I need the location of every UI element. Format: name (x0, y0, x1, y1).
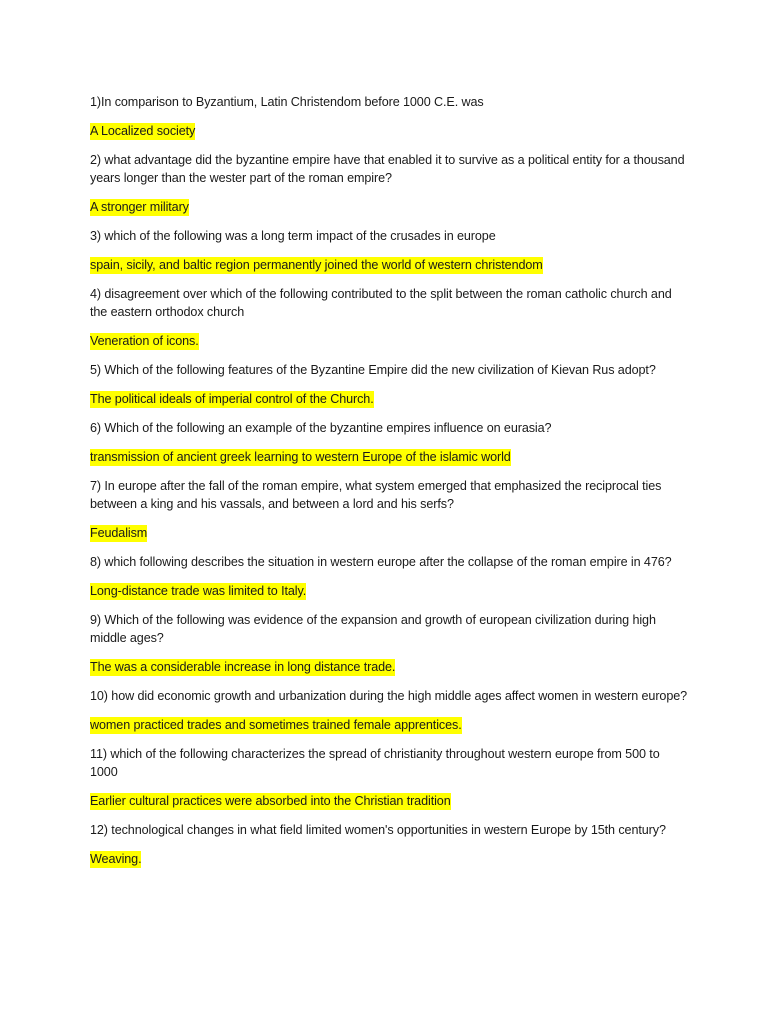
question-12: 12) technological changes in what field limited women's opportunities in western Europe by 15th century? (90, 823, 666, 837)
answer-8-highlight: Long-distance trade was limited to Italy. (90, 584, 307, 598)
answer-10-highlight: women practiced trades and sometimes trained female apprentices. (90, 718, 462, 732)
question-2: 2) what advantage did the byzantine empire have that enabled it to survive as a political entity for a thousand years longer than the wester part of the roman empire? (90, 153, 685, 185)
answer-6-highlight: transmission of ancient greek learning to western Europe of the islamic world (90, 450, 511, 464)
answer-3-highlight: spain, sicily, and baltic region permanently joined the world of western christendom (90, 258, 543, 272)
answer-11-highlight: Earlier cultural practices were absorbed into the Christian tradition (90, 794, 451, 808)
question-5: 5) Which of the following features of the Byzantine Empire did the new civilization of Kievan Rus adopt? (90, 363, 656, 377)
question-7: 7) In europe after the fall of the roman empire, what system emerged that emphasized the reciprocal ties between a king and his vassals, and between a lord and his serfs? (90, 479, 662, 511)
answer-4 (90, 332, 690, 350)
answer-11 (90, 792, 690, 810)
qa-item-4 (90, 285, 690, 350)
question-1: 1)In comparison to Byzantium, Latin Christendom before 1000 C.E. was (90, 95, 484, 109)
answer-12-highlight: Weaving. (90, 852, 142, 866)
qa-item-7 (90, 477, 690, 542)
answer-6 (90, 448, 690, 466)
qa-item-3 (90, 227, 690, 274)
answer-1 (90, 122, 690, 140)
question-3: 3) which of the following was a long term impact of the crusades in europe (90, 229, 496, 243)
answer-9-highlight: The was a considerable increase in long distance trade. (90, 660, 396, 674)
qa-item-11 (90, 745, 690, 810)
answer-9 (90, 658, 690, 676)
answer-7-highlight: Feudalism (90, 526, 148, 540)
document-page (90, 93, 690, 879)
question-8: 8) which following describes the situation in western europe after the collapse of the roman empire in 476? (90, 555, 672, 569)
answer-8 (90, 582, 690, 600)
qa-item-2 (90, 151, 690, 216)
question-11: 11) which of the following characterizes the spread of christianity throughout western europe from 500 to 1000 (90, 747, 660, 779)
answer-2 (90, 198, 690, 216)
qa-item-9 (90, 611, 690, 676)
answer-1-highlight: A Localized society (90, 124, 196, 138)
answer-5-highlight: The political ideals of imperial control of the Church. (90, 392, 374, 406)
answer-4-highlight: Veneration of icons. (90, 334, 199, 348)
answer-10 (90, 716, 690, 734)
question-9: 9) Which of the following was evidence of the expansion and growth of european civilization during high middle ages? (90, 613, 656, 645)
qa-item-10 (90, 687, 690, 734)
question-6: 6) Which of the following an example of the byzantine empires influence on eurasia? (90, 421, 552, 435)
qa-item-6 (90, 419, 690, 466)
qa-item-8 (90, 553, 690, 600)
question-4: 4) disagreement over which of the following contributed to the split between the roman catholic church and the eastern orthodox church (90, 287, 672, 319)
answer-3 (90, 256, 690, 274)
qa-item-1 (90, 93, 690, 140)
answer-2-highlight: A stronger military (90, 200, 189, 214)
answer-5 (90, 390, 690, 408)
answer-12 (90, 850, 690, 868)
qa-item-5 (90, 361, 690, 408)
question-10: 10) how did economic growth and urbanization during the high middle ages affect women in western europe? (90, 689, 688, 703)
qa-item-12 (90, 821, 690, 868)
answer-7 (90, 524, 690, 542)
